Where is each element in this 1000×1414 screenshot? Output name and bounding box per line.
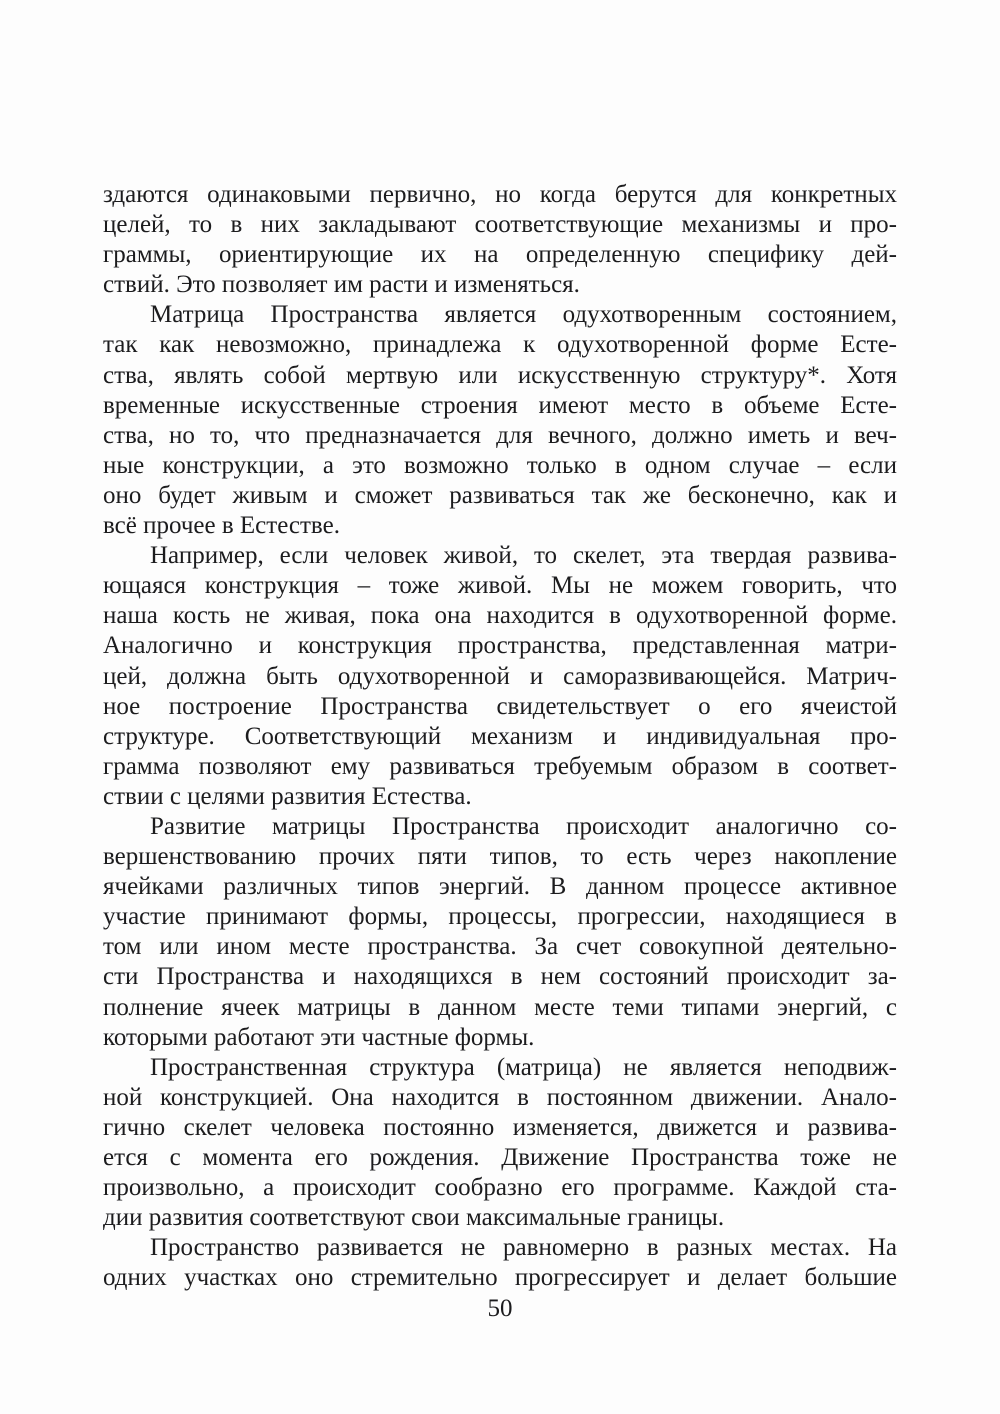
text-line: всё прочее в Естестве. [103, 512, 340, 540]
page-text [103, 180, 897, 1293]
paragraph [103, 541, 897, 812]
text-line: цей, должна быть одухотворенной и саморазвивающейся. Матрич- [103, 662, 897, 690]
text-line: произвольно, а происходит сообразно его программе. Каждой ста- [103, 1174, 897, 1202]
text-line: граммы, ориентирующие их на определенную специфику дей- [103, 241, 897, 269]
text-line: грамма позволяют ему развиваться требуемым образом в соответ- [103, 752, 897, 780]
text-line: Пространственная структура (матрица) не является неподвиж- [150, 1053, 897, 1081]
text-line: ствии с целями развития Естества. [103, 782, 472, 810]
text-line: полнение ячеек матрицы в данном месте теми типами энергий, с [103, 993, 897, 1021]
text-line: целей, то в них закладывают соответствующие механизмы и про- [103, 211, 897, 239]
paragraph [103, 1233, 897, 1293]
text-line: ства, но то, что предназначается для вечного, должно иметь и веч- [103, 421, 897, 449]
page-number: 50 [487, 1295, 513, 1322]
text-line: структуре. Соответствующий механизм и индивидуальная про- [103, 722, 897, 750]
text-line: ства, являть собой мертвую или искусственную структуру*. Хотя [103, 361, 897, 389]
text-line: Развитие матрицы Пространства происходит аналогично со- [150, 812, 897, 840]
text-line: временные искусственные строения имеют место в объеме Есте- [103, 391, 897, 419]
text-line: ной конструкцией. Она находится в постоянном движении. Анало- [103, 1083, 897, 1111]
text-line: том или ином месте пространства. За счет совокупной деятельно- [103, 933, 897, 961]
paragraph [103, 1053, 897, 1234]
text-line: Пространство развивается не равномерно в разных местах. На [150, 1234, 897, 1262]
text-line: наша кость не живая, пока она находится в одухотворенной форме. [103, 602, 897, 630]
text-line: здаются одинаковыми первично, но когда берутся для конкретных [103, 181, 897, 208]
paragraph [103, 300, 897, 541]
text-line: Например, если человек живой, то скелет, эта твердая развива- [150, 542, 897, 570]
paragraph [103, 812, 897, 1053]
text-line: участие принимают формы, процессы, прогрессии, находящиеся в [103, 903, 897, 931]
text-line: вершенствованию прочих пяти типов, то есть через накопление [103, 843, 897, 871]
text-line: так как невозможно, принадлежа к одухотворенной форме Есте- [103, 331, 897, 359]
text-line: Матрица Пространства является одухотворенным состоянием, [150, 301, 897, 329]
text-line: гично скелет человека постоянно изменяется, движется и развива- [103, 1113, 897, 1141]
text-line: ется с момента его рождения. Движение Пространства тоже не [103, 1144, 897, 1171]
text-line: ячейками различных типов энергий. В данном процессе активное [103, 873, 897, 901]
paragraph [103, 180, 897, 300]
text-line: одних участках оно стремительно прогрессирует и делает большие [103, 1264, 897, 1292]
text-line: ствий. Это позволяет им расти и изменяться. [103, 271, 580, 299]
text-line: ное построение Пространства свидетельствует о его ячеистой [103, 692, 897, 720]
text-line: ющаяся конструкция – тоже живой. Мы не можем говорить, что [103, 572, 897, 600]
text-line: которыми работают эти частные формы. [103, 1023, 535, 1051]
text-line: сти Пространства и находящихся в нем состояний происходит за- [103, 963, 897, 991]
text-line: оно будет живым и сможет развиваться так же бесконечно, как и [103, 481, 897, 509]
text-line: ные конструкции, а это возможно только в одном случае – если [103, 451, 897, 479]
text-line: дии развития соответствуют свои максимальные границы. [103, 1204, 725, 1232]
text-line: Аналогично и конструкция пространства, представленная матри- [103, 632, 897, 660]
